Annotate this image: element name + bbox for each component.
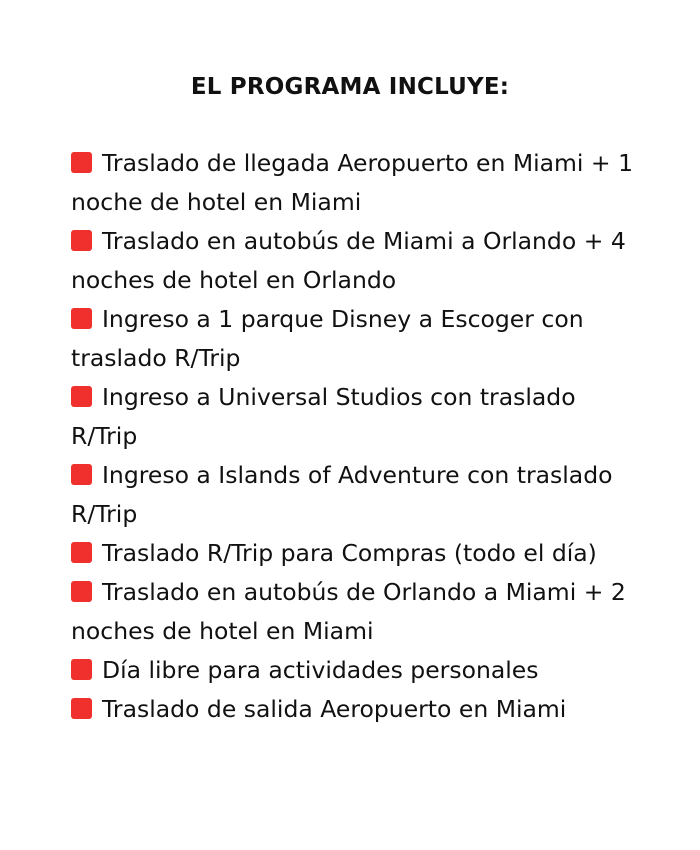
list-item-text: Ingreso a Universal Studios con traslado R/Trip	[71, 383, 576, 450]
red-square-icon	[71, 698, 92, 719]
list-item-text: Día libre para actividades personales	[102, 656, 539, 684]
red-square-icon	[71, 230, 92, 251]
list-item-text: Ingreso a Islands of Adventure con traslado R/Trip	[71, 461, 613, 528]
page-title: EL PROGRAMA INCLUYE:	[190, 74, 510, 100]
list-item-text: Traslado en autobús de Orlando a Miami + 2 noches de hotel en Miami	[71, 578, 626, 645]
list-item-text: Traslado de llegada Aeropuerto en Miami + 1 noche de hotel en Miami	[71, 149, 634, 216]
list-item-text: Traslado en autobús de Miami a Orlando + 4 noches de hotel en Orlando	[71, 227, 626, 294]
list-item	[71, 222, 643, 300]
red-square-icon	[71, 581, 92, 602]
list-item	[71, 651, 643, 690]
list-item-text: Traslado de salida Aeropuerto en Miami	[102, 695, 567, 723]
list-item	[71, 690, 643, 729]
list-item-text: Traslado R/Trip para Compras (todo el día)	[102, 539, 597, 567]
program-list	[71, 144, 643, 729]
red-square-icon	[71, 659, 92, 680]
list-item	[71, 456, 643, 534]
list-item	[71, 534, 643, 573]
red-square-icon	[71, 308, 92, 329]
list-item	[71, 144, 643, 222]
list-item	[71, 300, 643, 378]
list-item-text: Ingreso a 1 parque Disney a Escoger con traslado R/Trip	[71, 305, 584, 372]
list-item	[71, 573, 643, 651]
red-square-icon	[71, 386, 92, 407]
list-item	[71, 378, 643, 456]
red-square-icon	[71, 464, 92, 485]
red-square-icon	[71, 152, 92, 173]
red-square-icon	[71, 542, 92, 563]
